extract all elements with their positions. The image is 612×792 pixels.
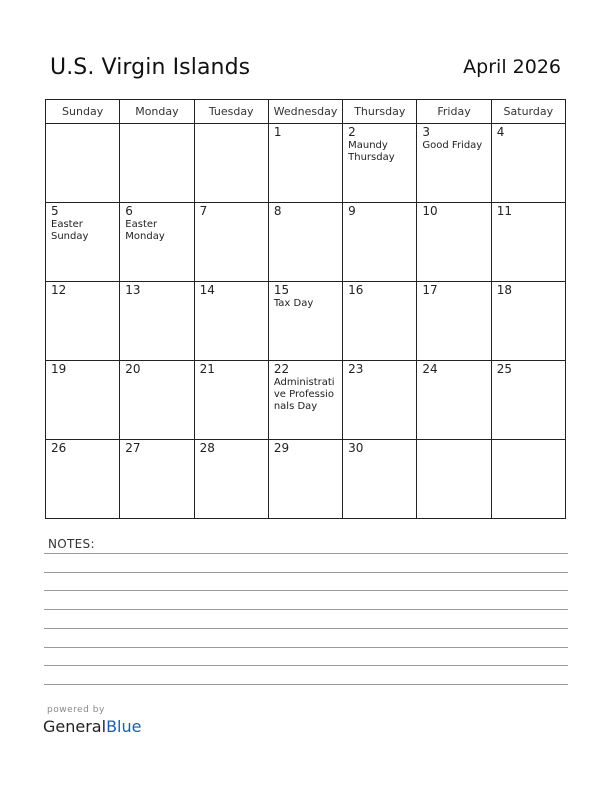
note-line <box>44 684 568 685</box>
day-number: 29 <box>273 441 290 455</box>
day-cell <box>417 361 491 440</box>
week-row <box>46 203 566 282</box>
day-cell <box>491 203 565 282</box>
day-number: 5 <box>51 204 59 218</box>
brand-general: General <box>43 717 107 736</box>
holiday-label: Administrative Professionals Day <box>273 377 335 412</box>
day-number: 19 <box>51 362 67 376</box>
day-cell <box>46 124 120 203</box>
day-number: 23 <box>348 362 364 376</box>
day-number: 13 <box>125 283 141 297</box>
note-line <box>44 628 568 629</box>
week-row <box>46 440 566 519</box>
weekday-header: Saturday <box>491 100 565 124</box>
day-cell <box>268 203 342 282</box>
day-cell <box>46 440 120 519</box>
note-line <box>44 647 568 648</box>
day-number: 14 <box>199 283 215 297</box>
day-number: 21 <box>199 362 215 376</box>
day-number: 26 <box>51 441 67 455</box>
day-cell <box>491 440 565 519</box>
day-cell <box>46 361 120 440</box>
holiday-label: Easter Sunday <box>51 219 89 242</box>
weekday-header: Friday <box>417 100 491 124</box>
day-number: 1 <box>273 125 282 139</box>
day-cell <box>120 440 194 519</box>
day-cell <box>417 440 491 519</box>
day-cell <box>417 282 491 361</box>
day-number: 20 <box>125 362 141 376</box>
weekday-header-row <box>46 100 566 124</box>
weekday-header: Thursday <box>343 100 417 124</box>
day-cell <box>120 203 194 282</box>
day-number: 8 <box>273 204 282 218</box>
day-cell <box>417 124 491 203</box>
weekday-header: Tuesday <box>194 100 268 124</box>
holiday-label: Maundy Thursday <box>348 140 395 163</box>
calendar-month-title: April 2026 <box>463 56 561 78</box>
day-cell <box>343 440 417 519</box>
note-line <box>44 609 568 610</box>
day-cell <box>46 203 120 282</box>
day-number: 27 <box>125 441 141 455</box>
day-number: 9 <box>348 204 356 218</box>
day-number: 3 <box>422 125 431 139</box>
holiday-label: Good Friday <box>422 140 483 151</box>
day-cell <box>417 203 491 282</box>
weekday-header: Monday <box>120 100 194 124</box>
day-number: 7 <box>199 204 208 218</box>
weekday-header: Wednesday <box>268 100 342 124</box>
day-cell <box>343 124 417 203</box>
day-number: 22 <box>273 362 290 376</box>
day-number: 24 <box>422 362 438 376</box>
day-cell <box>491 282 565 361</box>
day-number: 12 <box>51 283 67 297</box>
day-cell <box>491 124 565 203</box>
week-row <box>46 282 566 361</box>
day-cell <box>194 440 268 519</box>
day-number: 28 <box>199 441 215 455</box>
weekday-header: Sunday <box>46 100 120 124</box>
note-line <box>44 553 568 554</box>
day-cell <box>120 282 194 361</box>
day-cell <box>120 124 194 203</box>
day-number: 6 <box>125 204 133 218</box>
notes-label: NOTES: <box>48 537 95 551</box>
day-cell <box>46 282 120 361</box>
day-cell <box>194 203 268 282</box>
note-line <box>44 590 568 591</box>
day-number: 25 <box>496 362 512 376</box>
day-number: 18 <box>496 283 512 297</box>
day-cell <box>194 282 268 361</box>
note-line <box>44 665 568 666</box>
powered-by-label: powered by <box>47 705 105 715</box>
brand-logo <box>43 717 141 736</box>
day-number: 4 <box>496 125 505 139</box>
note-line <box>44 572 568 573</box>
day-cell <box>268 124 342 203</box>
day-number: 16 <box>348 283 364 297</box>
day-cell <box>120 361 194 440</box>
day-number: 2 <box>348 125 356 139</box>
day-number: 17 <box>422 283 438 297</box>
day-cell <box>268 282 342 361</box>
day-cell <box>194 361 268 440</box>
day-cell <box>343 361 417 440</box>
day-cell <box>343 282 417 361</box>
brand-blue: Blue <box>106 717 142 736</box>
day-cell <box>491 361 565 440</box>
week-row <box>46 124 566 203</box>
day-cell <box>343 203 417 282</box>
day-cell <box>194 124 268 203</box>
calendar-grid <box>45 99 566 519</box>
day-number: 10 <box>422 204 438 218</box>
day-cell <box>268 361 342 440</box>
day-cell <box>268 440 342 519</box>
day-number: 30 <box>348 441 364 455</box>
calendar-region-title: U.S. Virgin Islands <box>50 55 251 80</box>
day-number: 11 <box>496 204 512 218</box>
holiday-label: Easter Monday <box>125 219 165 242</box>
week-row <box>46 361 566 440</box>
day-number: 15 <box>273 283 290 297</box>
holiday-label: Tax Day <box>273 298 314 309</box>
